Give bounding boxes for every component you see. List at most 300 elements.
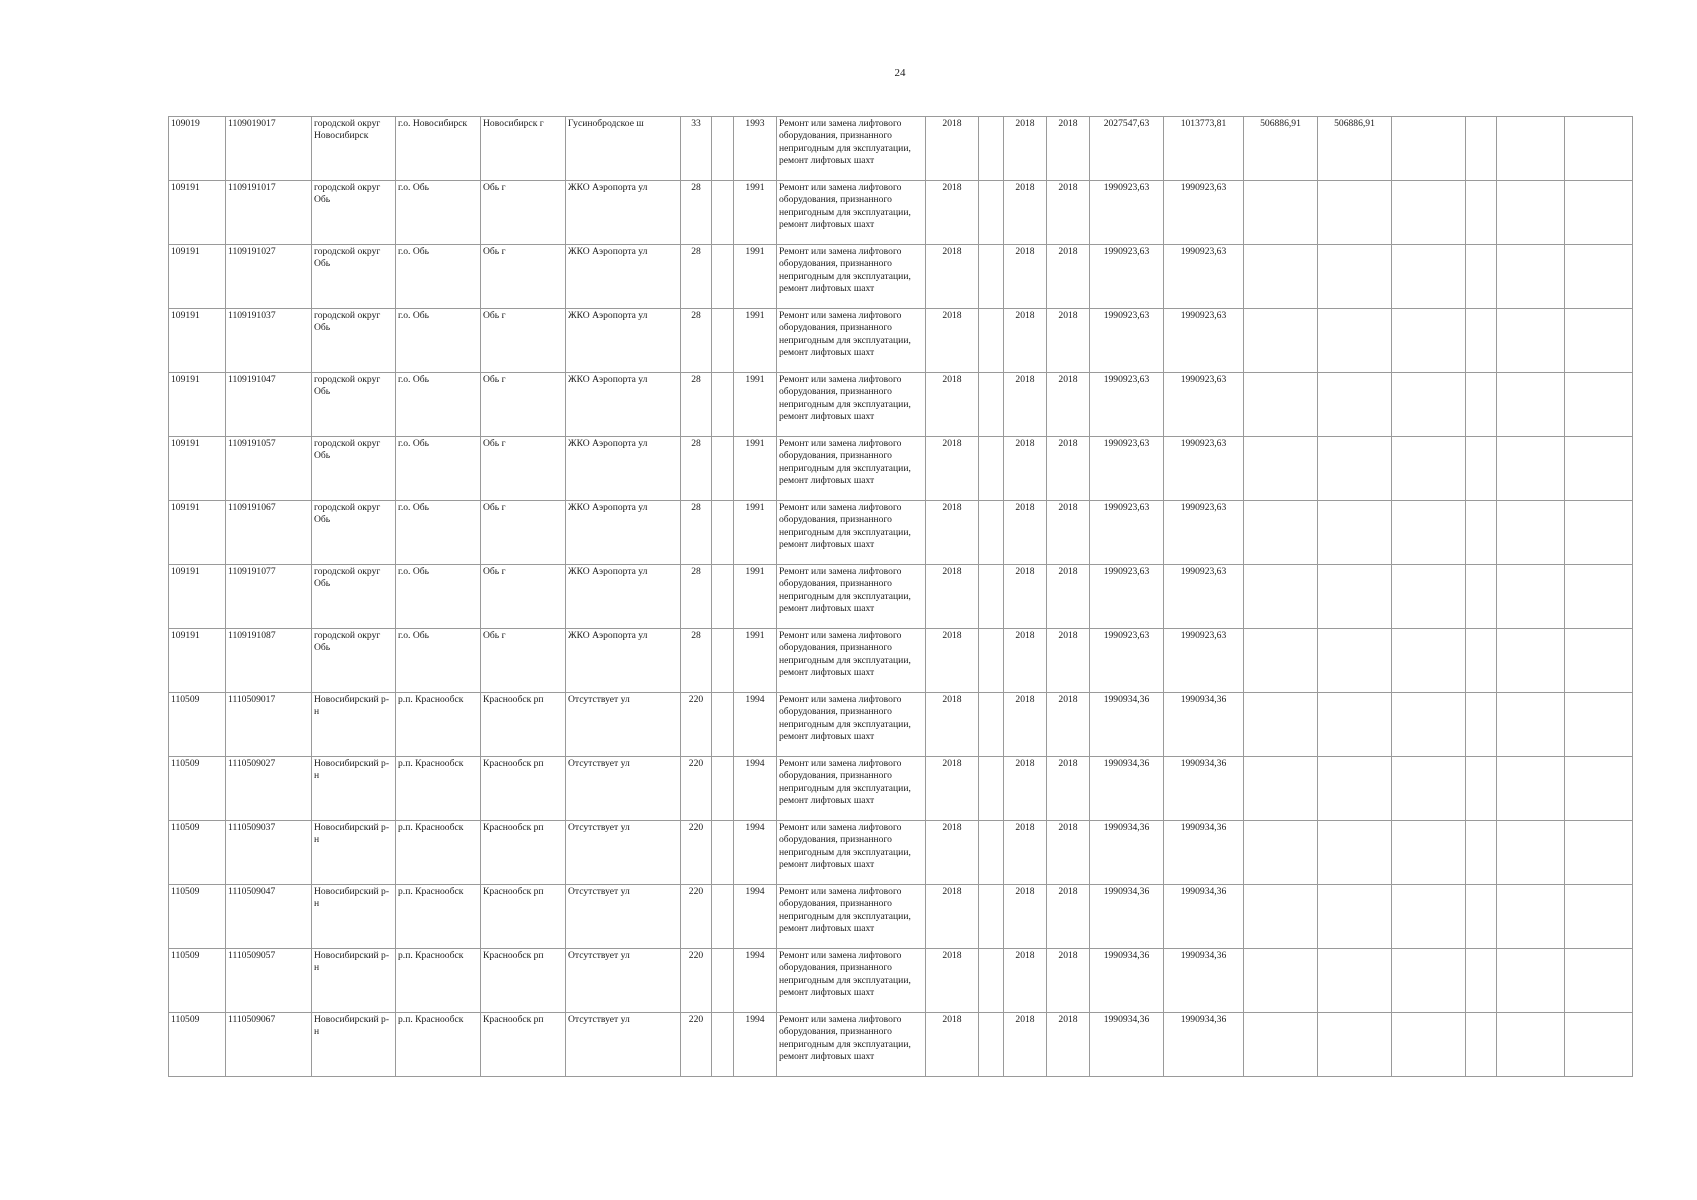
table-cell: Отсутствует ул xyxy=(566,693,681,757)
table-cell: 2018 xyxy=(926,885,979,949)
table-cell xyxy=(1244,245,1318,309)
table-cell: 2018 xyxy=(1047,821,1090,885)
table-cell: 1990923,63 xyxy=(1090,373,1164,437)
table-cell xyxy=(979,245,1004,309)
table-row xyxy=(169,117,1633,181)
table-cell: р.п. Краснообск xyxy=(396,949,481,1013)
table-cell: 1991 xyxy=(734,629,777,693)
table-cell: 2018 xyxy=(1004,693,1047,757)
table-cell: г.о. Обь xyxy=(396,309,481,373)
table-cell: 2018 xyxy=(1047,437,1090,501)
table-cell xyxy=(1497,373,1565,437)
table-cell: Ремонт или замена лифтового оборудования, признанного непригодным для эксплуатации, ремонт лифтовых шахт xyxy=(777,629,926,693)
table-cell xyxy=(1565,693,1633,757)
table-cell: 2018 xyxy=(926,437,979,501)
table-cell xyxy=(979,757,1004,821)
table-cell xyxy=(1244,949,1318,1013)
table-cell: 1990934,36 xyxy=(1164,1013,1244,1077)
table-cell: 1110509067 xyxy=(226,1013,312,1077)
table-cell: Новосибирский р-н xyxy=(312,885,396,949)
table-cell: 506886,91 xyxy=(1244,117,1318,181)
table-cell xyxy=(1392,629,1466,693)
table-cell xyxy=(979,437,1004,501)
table-cell: 33 xyxy=(681,117,712,181)
table-cell: 2018 xyxy=(926,821,979,885)
table-cell: 1110509027 xyxy=(226,757,312,821)
table-cell xyxy=(1318,245,1392,309)
table-cell: 2018 xyxy=(926,565,979,629)
table-cell: 1990923,63 xyxy=(1164,501,1244,565)
table-cell xyxy=(1392,565,1466,629)
table-cell: Ремонт или замена лифтового оборудования, признанного непригодным для эксплуатации, ремонт лифтовых шахт xyxy=(777,885,926,949)
table-cell: Ремонт или замена лифтового оборудования, признанного непригодным для эксплуатации, ремонт лифтовых шахт xyxy=(777,821,926,885)
table-cell: ЖКО Аэропорта ул xyxy=(566,629,681,693)
table-row xyxy=(169,757,1633,821)
table-cell xyxy=(1318,821,1392,885)
table-cell: г.о. Новосибирск xyxy=(396,117,481,181)
table-cell: 2018 xyxy=(1047,309,1090,373)
table-cell xyxy=(1497,1013,1565,1077)
table-row xyxy=(169,821,1633,885)
table-body xyxy=(169,117,1633,1077)
table-cell: 28 xyxy=(681,501,712,565)
table-cell: 2018 xyxy=(926,629,979,693)
table-cell: ЖКО Аэропорта ул xyxy=(566,181,681,245)
table-cell: 2018 xyxy=(1047,117,1090,181)
table-cell: 1990923,63 xyxy=(1164,309,1244,373)
table-cell xyxy=(1244,309,1318,373)
table-cell: Обь г xyxy=(481,501,566,565)
table-cell xyxy=(1392,885,1466,949)
table-cell xyxy=(1244,501,1318,565)
table-cell xyxy=(1466,501,1497,565)
table-cell: 2018 xyxy=(1004,757,1047,821)
table-cell: 1110509037 xyxy=(226,821,312,885)
table-cell xyxy=(1565,501,1633,565)
table-cell xyxy=(1565,757,1633,821)
table-cell: Краснообск рп xyxy=(481,1013,566,1077)
table-cell: г.о. Обь xyxy=(396,373,481,437)
table-cell: Обь г xyxy=(481,629,566,693)
table-cell: 1013773,81 xyxy=(1164,117,1244,181)
table-cell: Краснообск рп xyxy=(481,949,566,1013)
table-cell: 1994 xyxy=(734,757,777,821)
table-cell xyxy=(712,757,734,821)
table-cell xyxy=(1466,1013,1497,1077)
table-cell: г.о. Обь xyxy=(396,565,481,629)
table-cell xyxy=(1466,309,1497,373)
table-cell xyxy=(1497,309,1565,373)
table-cell: 1990934,36 xyxy=(1090,1013,1164,1077)
table-cell: ЖКО Аэропорта ул xyxy=(566,309,681,373)
table-cell: 220 xyxy=(681,821,712,885)
table-cell xyxy=(1565,309,1633,373)
table-cell xyxy=(1466,821,1497,885)
table-cell: 1990934,36 xyxy=(1164,949,1244,1013)
table-cell: городской округ Обь xyxy=(312,245,396,309)
table-row xyxy=(169,629,1633,693)
table-cell: 109191 xyxy=(169,245,226,309)
table-cell: ЖКО Аэропорта ул xyxy=(566,373,681,437)
table-cell: Краснообск рп xyxy=(481,757,566,821)
table-cell: г.о. Обь xyxy=(396,245,481,309)
table-cell xyxy=(1565,245,1633,309)
table-cell: 1109191047 xyxy=(226,373,312,437)
table-cell: 110509 xyxy=(169,949,226,1013)
table-cell: 2018 xyxy=(926,117,979,181)
table-cell: 2018 xyxy=(1047,885,1090,949)
table-cell: 2018 xyxy=(1004,117,1047,181)
table-cell: 1990923,63 xyxy=(1090,309,1164,373)
table-cell xyxy=(1318,949,1392,1013)
table-cell xyxy=(1497,885,1565,949)
table-cell: Отсутствует ул xyxy=(566,821,681,885)
table-cell: 1990923,63 xyxy=(1090,629,1164,693)
table-row xyxy=(169,245,1633,309)
table-cell xyxy=(979,309,1004,373)
table-cell xyxy=(1392,821,1466,885)
table-row xyxy=(169,181,1633,245)
table-row xyxy=(169,1013,1633,1077)
table-cell: 2027547,63 xyxy=(1090,117,1164,181)
table-cell: городской округ Обь xyxy=(312,437,396,501)
table-cell xyxy=(1244,693,1318,757)
table-cell xyxy=(979,821,1004,885)
table-cell xyxy=(712,1013,734,1077)
table-cell: 2018 xyxy=(1047,757,1090,821)
table-cell: Новосибирск г xyxy=(481,117,566,181)
table-cell: Обь г xyxy=(481,565,566,629)
table-cell: 1994 xyxy=(734,821,777,885)
table-cell xyxy=(1466,693,1497,757)
table-cell: ЖКО Аэропорта ул xyxy=(566,245,681,309)
table-cell: 2018 xyxy=(1047,1013,1090,1077)
table-cell: 2018 xyxy=(926,245,979,309)
table-cell: 1109191067 xyxy=(226,501,312,565)
table-cell: 109191 xyxy=(169,501,226,565)
table-cell xyxy=(1244,437,1318,501)
table-cell: 1990934,36 xyxy=(1090,821,1164,885)
table-cell: 2018 xyxy=(1047,373,1090,437)
table-cell: 109191 xyxy=(169,629,226,693)
table-cell: 2018 xyxy=(926,757,979,821)
table-cell: 1990923,63 xyxy=(1090,501,1164,565)
table-cell xyxy=(979,373,1004,437)
table-cell xyxy=(1565,949,1633,1013)
table-cell: 28 xyxy=(681,437,712,501)
table-cell: 1990934,36 xyxy=(1090,693,1164,757)
table-cell: ЖКО Аэропорта ул xyxy=(566,437,681,501)
table-cell xyxy=(1497,757,1565,821)
table-cell: 28 xyxy=(681,565,712,629)
table-cell xyxy=(1466,565,1497,629)
table-cell: 1109191027 xyxy=(226,245,312,309)
table-cell xyxy=(1244,629,1318,693)
table-cell xyxy=(1497,437,1565,501)
table-cell: городской округ Новосибирск xyxy=(312,117,396,181)
table-cell: 1990923,63 xyxy=(1164,437,1244,501)
table-cell: г.о. Обь xyxy=(396,629,481,693)
table-cell xyxy=(1466,437,1497,501)
table-cell: городской округ Обь xyxy=(312,565,396,629)
table-cell: 220 xyxy=(681,757,712,821)
table-cell: 1990923,63 xyxy=(1090,181,1164,245)
table-cell: Новосибирский р-н xyxy=(312,757,396,821)
table-cell: Обь г xyxy=(481,181,566,245)
table-cell: 1994 xyxy=(734,885,777,949)
table-cell: 506886,91 xyxy=(1318,117,1392,181)
table-cell: 2018 xyxy=(1004,1013,1047,1077)
page-number: 24 xyxy=(894,67,906,79)
table-cell: 110509 xyxy=(169,693,226,757)
table-cell: Отсутствует ул xyxy=(566,1013,681,1077)
table-cell xyxy=(1565,885,1633,949)
table-cell: 1990923,63 xyxy=(1090,565,1164,629)
table-row xyxy=(169,501,1633,565)
table-cell xyxy=(712,309,734,373)
table-cell xyxy=(979,117,1004,181)
table-cell xyxy=(1565,1013,1633,1077)
table-cell: городской округ Обь xyxy=(312,181,396,245)
table-cell xyxy=(1565,373,1633,437)
table-cell: Обь г xyxy=(481,309,566,373)
table-cell: 2018 xyxy=(926,309,979,373)
table-cell: 2018 xyxy=(1047,245,1090,309)
table-cell: 1990934,36 xyxy=(1164,693,1244,757)
table-cell xyxy=(1466,757,1497,821)
table-cell: 1109191077 xyxy=(226,565,312,629)
table-cell: 28 xyxy=(681,629,712,693)
table-cell xyxy=(1565,117,1633,181)
table-cell xyxy=(979,949,1004,1013)
table-cell: 1991 xyxy=(734,565,777,629)
table-cell: Обь г xyxy=(481,437,566,501)
table-cell xyxy=(1392,693,1466,757)
table-cell: Ремонт или замена лифтового оборудования, признанного непригодным для эксплуатации, ремонт лифтовых шахт xyxy=(777,501,926,565)
table-cell: Новосибирский р-н xyxy=(312,949,396,1013)
table-cell: 1990934,36 xyxy=(1164,757,1244,821)
table-cell xyxy=(1244,821,1318,885)
table-cell xyxy=(712,181,734,245)
table-cell: 1109191017 xyxy=(226,181,312,245)
table-cell: 1990923,63 xyxy=(1090,437,1164,501)
table-cell: 109191 xyxy=(169,437,226,501)
table-cell xyxy=(979,629,1004,693)
table-cell xyxy=(1318,309,1392,373)
table-cell xyxy=(1497,181,1565,245)
table-cell xyxy=(1392,949,1466,1013)
table-cell: 1991 xyxy=(734,181,777,245)
table-cell: Ремонт или замена лифтового оборудования, признанного непригодным для эксплуатации, ремонт лифтовых шахт xyxy=(777,117,926,181)
table-cell xyxy=(1466,117,1497,181)
table-cell: 220 xyxy=(681,949,712,1013)
table-cell: городской округ Обь xyxy=(312,629,396,693)
table-cell: 1110509047 xyxy=(226,885,312,949)
table-cell: 2018 xyxy=(1047,629,1090,693)
table-cell: 1990923,63 xyxy=(1164,181,1244,245)
table-cell: 109191 xyxy=(169,373,226,437)
table-cell: Ремонт или замена лифтового оборудования, признанного непригодным для эксплуатации, ремонт лифтовых шахт xyxy=(777,437,926,501)
table-cell: 220 xyxy=(681,885,712,949)
table-cell: р.п. Краснообск xyxy=(396,757,481,821)
table-cell xyxy=(712,565,734,629)
table-cell: 2018 xyxy=(1047,501,1090,565)
table-cell: Ремонт или замена лифтового оборудования, признанного непригодным для эксплуатации, ремонт лифтовых шахт xyxy=(777,949,926,1013)
table-cell: 2018 xyxy=(1004,245,1047,309)
table-cell: 109019 xyxy=(169,117,226,181)
table-cell xyxy=(1318,757,1392,821)
table-cell xyxy=(1497,117,1565,181)
table-cell: Краснообск рп xyxy=(481,885,566,949)
table-cell: 110509 xyxy=(169,885,226,949)
table-cell: 2018 xyxy=(1004,181,1047,245)
table-cell: 2018 xyxy=(1004,309,1047,373)
table-cell: 1993 xyxy=(734,117,777,181)
table-cell xyxy=(1392,117,1466,181)
table-cell: Обь г xyxy=(481,245,566,309)
table-cell: 2018 xyxy=(926,373,979,437)
table-cell xyxy=(1466,885,1497,949)
table-cell: Ремонт или замена лифтового оборудования, признанного непригодным для эксплуатации, ремонт лифтовых шахт xyxy=(777,373,926,437)
table-cell xyxy=(1466,245,1497,309)
table-cell: г.о. Обь xyxy=(396,437,481,501)
table-cell xyxy=(1392,309,1466,373)
table-cell: 1990934,36 xyxy=(1164,821,1244,885)
table-cell: г.о. Обь xyxy=(396,181,481,245)
table-cell xyxy=(1497,245,1565,309)
table-cell: 1994 xyxy=(734,693,777,757)
table-cell: 1109191087 xyxy=(226,629,312,693)
table-cell: 28 xyxy=(681,181,712,245)
table-cell xyxy=(979,181,1004,245)
table-cell xyxy=(1318,1013,1392,1077)
table-cell xyxy=(1497,629,1565,693)
table-cell xyxy=(1392,437,1466,501)
table-cell: 2018 xyxy=(1004,437,1047,501)
table-cell xyxy=(712,117,734,181)
table-cell: 28 xyxy=(681,373,712,437)
table-cell: 2018 xyxy=(926,693,979,757)
table-cell: 2018 xyxy=(1047,949,1090,1013)
table-row xyxy=(169,309,1633,373)
table-cell: р.п. Краснообск xyxy=(396,693,481,757)
table-cell: 1991 xyxy=(734,437,777,501)
table-cell xyxy=(1244,885,1318,949)
table-cell xyxy=(712,885,734,949)
table-cell: 1990934,36 xyxy=(1164,885,1244,949)
table-cell: р.п. Краснообск xyxy=(396,821,481,885)
table-cell: 1994 xyxy=(734,949,777,1013)
table-cell xyxy=(712,437,734,501)
table-cell: 28 xyxy=(681,245,712,309)
table-cell: 1990923,63 xyxy=(1090,245,1164,309)
table-cell: 1991 xyxy=(734,501,777,565)
table-row xyxy=(169,437,1633,501)
table-cell xyxy=(712,373,734,437)
table-cell: 2018 xyxy=(926,181,979,245)
table-cell xyxy=(1318,693,1392,757)
table-cell: 220 xyxy=(681,693,712,757)
table-cell xyxy=(1244,373,1318,437)
table-cell xyxy=(1565,629,1633,693)
table-cell: г.о. Обь xyxy=(396,501,481,565)
table-cell: 1990923,63 xyxy=(1164,373,1244,437)
table-cell: Гусинобродское ш xyxy=(566,117,681,181)
table-cell: 2018 xyxy=(1004,501,1047,565)
table-cell: 110509 xyxy=(169,757,226,821)
table-cell xyxy=(979,501,1004,565)
table-cell: 110509 xyxy=(169,821,226,885)
table-cell: 109191 xyxy=(169,565,226,629)
table-cell: 1990934,36 xyxy=(1090,949,1164,1013)
table-cell: 1990923,63 xyxy=(1164,629,1244,693)
table-cell xyxy=(1318,373,1392,437)
table-cell: Ремонт или замена лифтового оборудования, признанного непригодным для эксплуатации, ремонт лифтовых шахт xyxy=(777,181,926,245)
table-cell: Новосибирский р-н xyxy=(312,1013,396,1077)
table-cell xyxy=(1565,821,1633,885)
table-cell xyxy=(979,565,1004,629)
table-cell: 220 xyxy=(681,1013,712,1077)
table-row xyxy=(169,373,1633,437)
table-cell xyxy=(1318,629,1392,693)
table-cell xyxy=(1318,885,1392,949)
table-cell xyxy=(1392,245,1466,309)
table-cell: 2018 xyxy=(1047,693,1090,757)
table-cell xyxy=(1466,181,1497,245)
table-cell: Краснообск рп xyxy=(481,693,566,757)
table-cell: 1109191037 xyxy=(226,309,312,373)
table-cell: 1991 xyxy=(734,309,777,373)
table-cell: Обь г xyxy=(481,373,566,437)
table-cell: Отсутствует ул xyxy=(566,757,681,821)
table-cell: 2018 xyxy=(1004,565,1047,629)
table-cell: городской округ Обь xyxy=(312,309,396,373)
table-cell xyxy=(1318,501,1392,565)
table-cell: Отсутствует ул xyxy=(566,949,681,1013)
table-cell xyxy=(1466,373,1497,437)
table-cell: Краснообск рп xyxy=(481,821,566,885)
table-cell xyxy=(1392,757,1466,821)
table-row xyxy=(169,949,1633,1013)
table-cell: 2018 xyxy=(1004,629,1047,693)
table-cell: 2018 xyxy=(1004,373,1047,437)
table-cell xyxy=(1318,437,1392,501)
table-cell: 2018 xyxy=(926,1013,979,1077)
table-cell xyxy=(979,1013,1004,1077)
table-cell: 1994 xyxy=(734,1013,777,1077)
table-cell xyxy=(1497,949,1565,1013)
table-row xyxy=(169,693,1633,757)
table-cell xyxy=(1392,1013,1466,1077)
table-cell: городской округ Обь xyxy=(312,373,396,437)
table-cell xyxy=(1565,565,1633,629)
table-cell xyxy=(979,693,1004,757)
table-cell: Ремонт или замена лифтового оборудования, признанного непригодным для эксплуатации, ремонт лифтовых шахт xyxy=(777,245,926,309)
table-row xyxy=(169,565,1633,629)
table-cell: 2018 xyxy=(1004,885,1047,949)
table-cell: 1991 xyxy=(734,245,777,309)
table-cell xyxy=(1565,437,1633,501)
table-cell: 2018 xyxy=(926,949,979,1013)
table-cell: р.п. Краснообск xyxy=(396,1013,481,1077)
table-cell: Ремонт или замена лифтового оборудования, признанного непригодным для эксплуатации, ремонт лифтовых шахт xyxy=(777,565,926,629)
table-cell xyxy=(712,245,734,309)
table-cell: Новосибирский р-н xyxy=(312,693,396,757)
table-cell xyxy=(1392,373,1466,437)
table-cell: 1991 xyxy=(734,373,777,437)
table-cell xyxy=(1466,949,1497,1013)
table-cell xyxy=(1497,501,1565,565)
